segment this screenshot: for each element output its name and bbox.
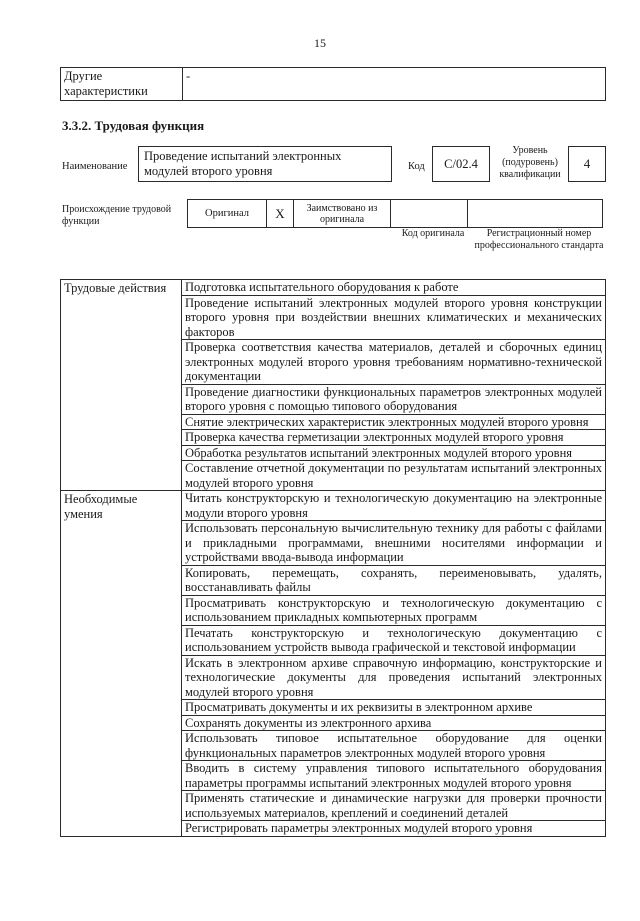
skill-item: Искать в электронном архиве справочную информацию, конструкторские и технологические документы для проведения испытаний электронных модулей второго уровня [182,655,606,700]
other-characteristics-table [60,67,606,101]
origin-original-mark: X [267,200,294,228]
labor-action-item: Проверка качества герметизации электронных модулей второго уровня [182,430,606,446]
skill-item: Просматривать конструкторскую и технологическую документацию с использованием прикладных компьютерных программ [182,595,606,625]
section-heading: 3.3.2. Трудовая функция [62,118,205,133]
labor-action-item: Проведение диагностики функциональных параметров электронных модулей второго уровня с помощью типового оборудования [182,384,606,414]
labor-action-item: Снятие электрических характеристик электронных модулей второго уровня [182,414,606,430]
origin-table [187,199,603,228]
labor-action-item: Составление отчетной документации по результатам испытаний электронных модулей второго уровня [182,461,606,491]
origin-reg-caption: Регистрационный номер профессионального стандарта [474,228,604,251]
origin-borrowed-cell: Заимствовано из оригинала [294,200,391,228]
other-characteristics-value: - [183,68,606,101]
skills-section [61,491,606,837]
skill-item: Вводить в систему управления типового испытательного оборудования параметры программы испытаний электронных модулей второго уровня [182,761,606,791]
origin-code-caption: Код оригинала [401,228,465,239]
function-name-box: Проведение испытаний электронных модулей второго уровня [138,146,392,182]
skill-item: Просматривать документы и их реквизиты в электронном архиве [182,700,606,716]
level-box: 4 [568,146,606,182]
other-characteristics-label: Другие характеристики [61,68,183,101]
origin-reg-number-cell [468,200,603,228]
skill-item: Использовать персональную вычислительную технику для работы с файлами и прикладными программами, внешними носителями информации и устройствами ввода-вывода информации [182,521,606,566]
labor-action-label: Трудовые действия [61,280,182,491]
level-label: Уровень (подуровень) квалификации [499,145,561,180]
skill-label: Необходимые умения [61,491,182,837]
skill-row [61,491,606,521]
skill-item: Использовать типовое испытательное оборудование для оценки функциональных параметров электронных модулей второго уровня [182,731,606,761]
labor-action-item: Подготовка испытательного оборудования к работе [182,280,606,296]
skill-item: Печатать конструкторскую и технологическую документацию с использованием устройств вывода графической и текстовой информации [182,625,606,655]
code-box: C/02.4 [432,146,490,182]
labor-action-item: Проверка соответствия качества материалов, деталей и сборочных единиц электронных модулей второго уровня требованиям нормативно-технической документации [182,340,606,385]
skill-item: Применять статические и динамические нагрузки для проверки прочности используемых материалов, креплений и соединений деталей [182,791,606,821]
code-label: Код [408,161,425,172]
labor-action-item: Обработка результатов испытаний электронных модулей второго уровня [182,445,606,461]
labor-action-item: Проведение испытаний электронных модулей второго уровня конструкции второго уровня при воздействии внешних климатических и механических факторов [182,295,606,340]
origin-code-cell [391,200,468,228]
labor-action-row [61,280,606,296]
labor-actions-section [61,280,606,491]
skill-item: Читать конструкторскую и технологическую документацию на электронные модули второго уровня [182,491,606,521]
naming-label: Наименование [62,161,128,172]
page-number: 15 [314,36,326,50]
skill-item: Сохранять документы из электронного архива [182,715,606,731]
function-details-table [60,279,606,837]
origin-original-cell: Оригинал [188,200,267,228]
skill-item: Копировать, перемещать, сохранять, переименовывать, удалять, восстанавливать файлы [182,565,606,595]
origin-label: Происхождение трудовой функции [62,204,172,227]
skill-item: Регистрировать параметры электронных модулей второго уровня [182,821,606,837]
